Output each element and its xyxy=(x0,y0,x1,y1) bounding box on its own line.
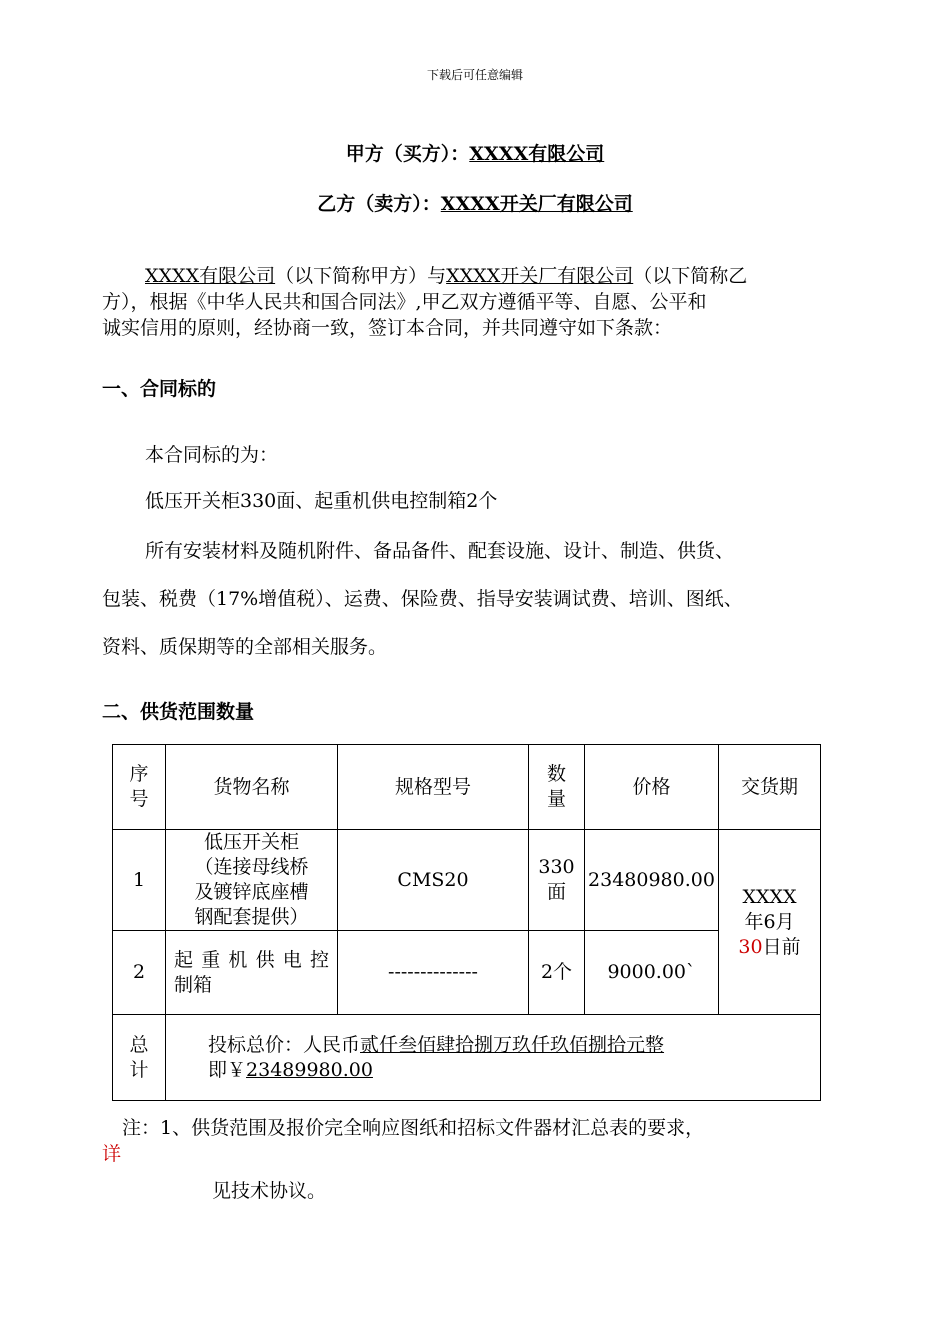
note-line-1: 注：1、供货范围及报价完全响应图纸和招标文件器材汇总表的要求， xyxy=(122,1117,705,1139)
intro-text-2: （以下简称乙 xyxy=(633,265,748,287)
table-row xyxy=(113,830,821,931)
party-b-company: XXXX开关厂有限公司 xyxy=(440,193,633,215)
section-1-line-3: 所有安装材料及随机附件、备品备件、配套设施、设计、制造、供货、 xyxy=(145,540,735,562)
row-1-seq: 1 xyxy=(113,830,166,931)
header-model: 规格型号 xyxy=(338,745,529,830)
section-1-line-4: 包装、税费（17%增值税）、运费、保险费、指导安装调试费、培训、图纸、 xyxy=(102,588,743,610)
section-1-title: 一、合同标的 xyxy=(102,378,217,400)
total-label: 投标总价：人民币 xyxy=(208,1033,361,1056)
party-a-label: 甲方（买方）： xyxy=(345,143,470,165)
header-note: 下载后可任意编辑 xyxy=(426,68,523,82)
intro-text-1: （以下简称甲方）与 xyxy=(275,265,447,287)
table-row xyxy=(113,931,821,1015)
row-2-model: -------------- xyxy=(338,931,529,1015)
row-1-price: 23480980.00 xyxy=(585,830,719,931)
row-2-seq: 2 xyxy=(113,931,166,1015)
header-delivery: 交货期 xyxy=(719,745,821,830)
note-line-2: 见技术协议。 xyxy=(212,1180,327,1202)
row-2-qty: 2个 xyxy=(529,931,585,1015)
row-2-name: 起重机供电控 制箱 xyxy=(166,931,338,1015)
total-value-cell xyxy=(166,1015,821,1101)
intro-company-b: XXXX开关厂有限公司 xyxy=(446,265,634,287)
party-b xyxy=(0,189,950,216)
table-header-row xyxy=(113,745,821,830)
section-1-line-1: 本合同标的为： xyxy=(145,444,279,466)
row-1-qty: 330 面 xyxy=(529,830,585,931)
total-words: 贰仟叁佰肆拾捌万玖仟玖佰捌拾元整 xyxy=(360,1033,665,1056)
header-name: 货物名称 xyxy=(166,745,338,830)
total-num: 23489980.00 xyxy=(246,1058,373,1081)
party-a-company: XXXX有限公司 xyxy=(469,143,605,165)
table-total-row xyxy=(113,1015,821,1101)
row-1-model: CMS20 xyxy=(338,830,529,931)
intro-line-1 xyxy=(145,262,747,291)
note-line-1-red: 详 xyxy=(102,1143,122,1165)
delivery-cell: XXXX 年6月 30日前 xyxy=(719,830,821,1015)
header-seq: 序 号 xyxy=(113,745,166,830)
header-qty: 数 量 xyxy=(529,745,585,830)
row-1-name: 低压开关柜 （连接母线桥 及镀锌底座槽 钢配套提供） xyxy=(166,830,338,931)
party-a xyxy=(0,139,950,166)
party-b-label: 乙方（卖方）： xyxy=(317,193,441,215)
section-2-title: 二、供货范围数量 xyxy=(102,701,255,723)
total-label-cell: 总 计 xyxy=(113,1015,166,1101)
total-num-label: 即￥ xyxy=(208,1058,247,1081)
header-price: 价格 xyxy=(585,745,719,830)
intro-line-3: 诚实信用的原则，经协商一致，签订本合同，并共同遵守如下条款： xyxy=(102,317,673,339)
intro-line-2: 方），根据《中华人民共和国合同法》,甲乙双方遵循平等、自愿、公平和 xyxy=(102,291,707,313)
section-1-line-2: 低压开关柜330面、起重机供电控制箱2个 xyxy=(145,490,498,512)
section-1-line-5: 资料、质保期等的全部相关服务。 xyxy=(102,636,388,658)
row-2-price: 9000.00` xyxy=(585,931,719,1015)
intro-company-a: XXXX有限公司 xyxy=(145,265,276,287)
goods-table xyxy=(112,744,821,1101)
